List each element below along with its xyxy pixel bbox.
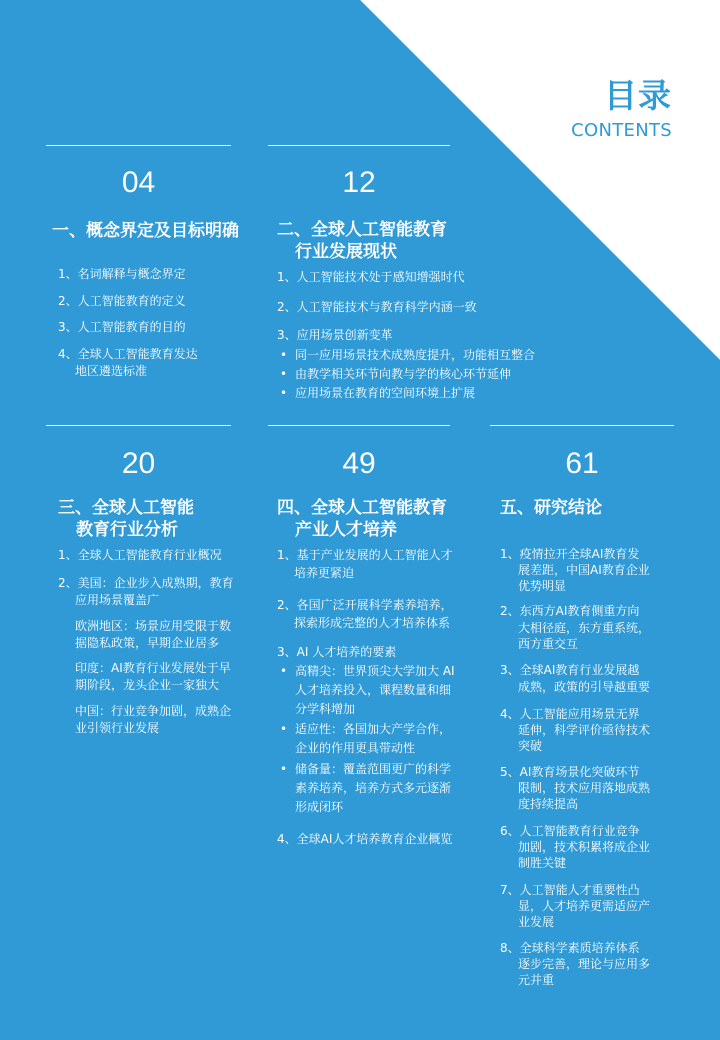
toc-item[interactable]: 1、全球人工智能教育行业概况	[58, 548, 222, 562]
section-title[interactable]: 一、概念界定及目标明确	[52, 221, 239, 241]
section-title-line: 行业发展现状	[295, 242, 397, 262]
toc-item-continued[interactable]: 据隐私政策，早期企业居多	[75, 636, 220, 650]
section-title[interactable]	[277, 497, 447, 541]
toc-item[interactable]: 欧洲地区：场景应用受限于数	[75, 619, 232, 633]
toc-item-continued[interactable]: 地区遴选标准	[75, 364, 148, 378]
toc-item[interactable]: 8、全球科学素质培养体系	[500, 941, 640, 955]
toc-item-continued[interactable]: 西方重交互	[518, 637, 579, 651]
toc-bullet-continued[interactable]: 企业的作用更具带动性	[295, 741, 416, 755]
toc-item-continued[interactable]: 大相径庭，东方重系统，	[518, 621, 651, 635]
section-page-number[interactable]: 20	[121, 447, 156, 480]
section-divider	[268, 425, 450, 426]
toc-item-continued[interactable]: 显，人才培养更需适应产	[518, 899, 651, 913]
toc-item[interactable]: 1、名词解释与概念界定	[58, 267, 186, 281]
toc-item-continued[interactable]: 制胜关键	[518, 856, 567, 870]
section-title-line: 三、全球人工智能	[58, 498, 194, 518]
toc-item[interactable]: 2、美国：企业步入成熟期，教育	[58, 576, 234, 590]
toc-item-continued[interactable]: 度持续提高	[518, 797, 579, 811]
section-page-number[interactable]: 61	[565, 447, 599, 480]
toc-bullet-continued[interactable]: 形成闭环	[295, 800, 344, 814]
toc-item[interactable]: 6、人工智能教育行业竞争	[500, 824, 640, 838]
section-title[interactable]: 五、研究结论	[500, 498, 602, 518]
toc-item-continued[interactable]: 优势明显	[518, 579, 567, 593]
section-page-number[interactable]: 12	[342, 166, 376, 199]
toc-item[interactable]: 1、疫情拉开全球AI教育发	[500, 547, 640, 561]
page-subtitle: CONTENTS	[571, 120, 672, 141]
toc-item-continued[interactable]: 逐步完善，理论与应用多	[518, 957, 651, 971]
toc-item[interactable]: 4、全球AI人才培养教育企业概览	[277, 832, 453, 846]
toc-bullet-item[interactable]: • 适应性：各国加大产学合作，	[295, 721, 451, 738]
toc-item[interactable]: 3、AI 人才培养的要素	[277, 645, 397, 659]
section-title-line: 四、全球人工智能教育	[277, 498, 447, 518]
toc-item-continued[interactable]: 加剧，技术积累将成企业	[518, 840, 651, 854]
toc-item[interactable]: 3、全球AI教育行业发展越	[500, 663, 640, 677]
toc-item-continued[interactable]: 探索形成完整的人才培养体系	[294, 616, 451, 630]
section-page-number[interactable]: 04	[121, 166, 156, 199]
toc-bullet-item[interactable]: • 由教学相关环节向教与学的核心环节延伸	[295, 366, 511, 383]
toc-item-continued[interactable]: 限制，技术应用落地成熟	[518, 781, 651, 795]
toc-bullet-continued[interactable]: 分学科增加	[295, 702, 356, 716]
toc-item[interactable]: 2、东西方AI教育侧重方向	[500, 604, 640, 618]
toc-bullet-continued[interactable]: 人才培养投入，课程数量和细	[295, 683, 452, 697]
toc-item[interactable]: 2、各国广泛开展科学素养培养，	[277, 598, 453, 612]
section-divider	[490, 425, 674, 426]
toc-item-continued[interactable]: 培养更紧迫	[294, 566, 355, 580]
toc-bullet-continued[interactable]: 素养培养，培养方式多元逐渐	[295, 781, 452, 795]
toc-item[interactable]: 5、AI教育场景化突破环节	[500, 765, 640, 779]
toc-item-continued[interactable]: 业引领行业发展	[75, 721, 160, 735]
section-divider	[46, 145, 231, 146]
section-page-number[interactable]: 49	[342, 447, 376, 480]
toc-item-continued[interactable]: 展差距，中国AI教育企业	[518, 563, 650, 577]
toc-item[interactable]: 1、人工智能技术处于感知增强时代	[277, 270, 465, 284]
toc-item-continued[interactable]: 应用场景覆盖广	[75, 593, 160, 607]
toc-item[interactable]: 中国：行业竞争加剧，成熟企	[75, 704, 232, 718]
toc-bullet-item[interactable]: • 同一应用场景技术成熟度提升，功能相互整合	[295, 347, 535, 364]
toc-item[interactable]: 3、应用场景创新变革	[277, 328, 393, 342]
toc-bullet-item[interactable]: • 高精尖：世界顶尖大学加大 AI	[295, 663, 455, 680]
toc-item[interactable]: 1、基于产业发展的人工智能人才	[277, 548, 453, 562]
toc-item[interactable]: 2、人工智能技术与教育科学内涵一致	[277, 300, 477, 314]
toc-item-continued[interactable]: 元并重	[518, 973, 555, 987]
toc-item[interactable]: 4、全球人工智能教育发达	[58, 347, 198, 361]
toc-item[interactable]: 4、人工智能应用场景无界	[500, 707, 640, 721]
toc-bullet-item[interactable]: • 储备量：覆盖范围更广的科学	[295, 761, 451, 778]
section-title-line: 二、全球人工智能教育	[277, 220, 447, 240]
toc-item[interactable]: 2、人工智能教育的定义	[58, 294, 186, 308]
toc-item-continued[interactable]: 成熟，政策的引导越重要	[518, 680, 651, 694]
toc-item-continued[interactable]: 业发展	[518, 915, 555, 929]
toc-item[interactable]: 印度：AI教育行业发展处于早	[75, 661, 231, 675]
toc-item-continued[interactable]: 延伸，科学评价亟待技术	[518, 723, 651, 737]
toc-bullet-item[interactable]: • 应用场景在教育的空间环境上扩展	[295, 385, 475, 402]
toc-item-continued[interactable]: 突破	[518, 739, 543, 753]
toc-item[interactable]: 3、人工智能教育的目的	[58, 320, 186, 334]
toc-item-continued[interactable]: 期阶段，龙头企业一家独大	[75, 678, 220, 692]
section-title[interactable]	[58, 497, 194, 541]
section-divider	[268, 145, 450, 146]
section-title-line: 产业人才培养	[295, 520, 397, 540]
section-title[interactable]	[277, 219, 447, 263]
toc-item[interactable]: 7、人工智能人才重要性凸	[500, 883, 640, 897]
section-divider	[46, 425, 231, 426]
page-title: 目录	[604, 76, 672, 115]
section-title-line: 教育行业分析	[76, 520, 178, 540]
